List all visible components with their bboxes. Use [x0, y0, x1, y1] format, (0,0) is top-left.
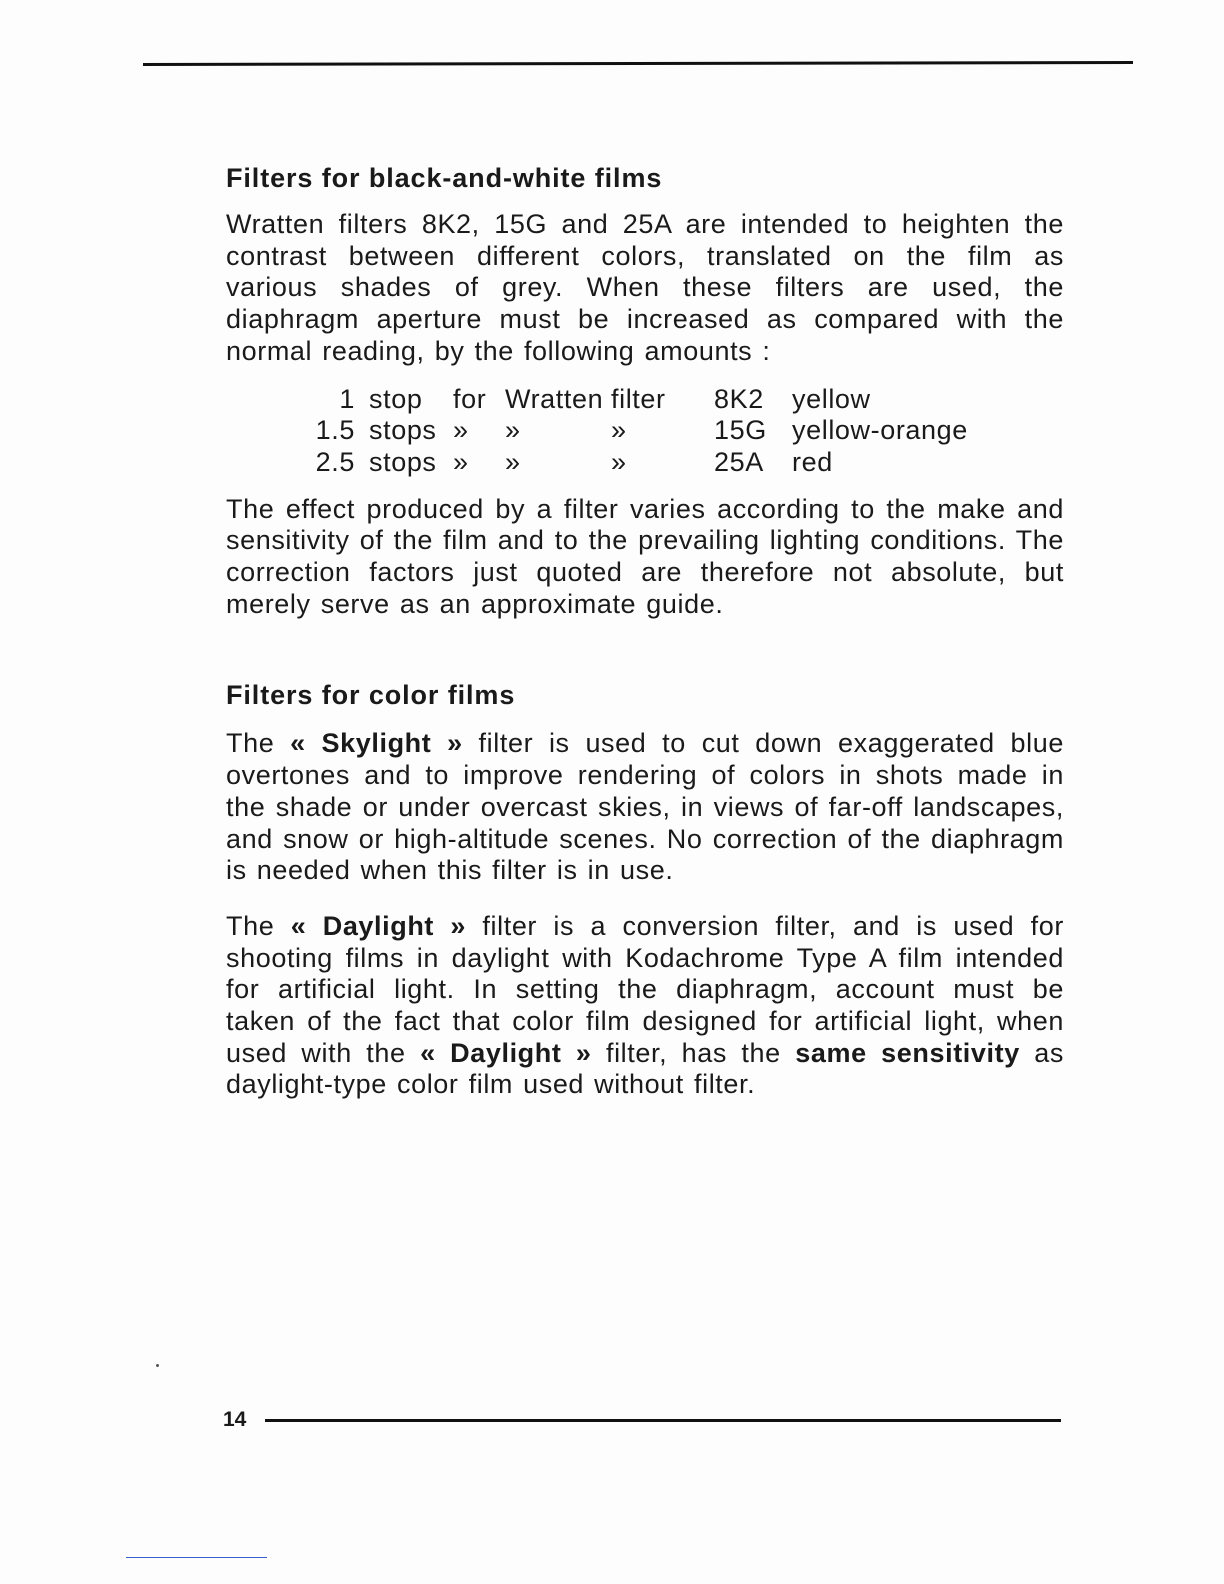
skylight-filter-name: « Skylight » [290, 728, 463, 759]
stops-cell-wratten: Wratten [505, 383, 604, 414]
stops-cell-for: » [453, 415, 469, 446]
skylight-text: filter is used to cut down exaggerated blue overtones and to improve rendering of colors in shots made in the shade or under overcast skies, in views of far-off landscapes, and snow or high-altitude scenes. No correction of the diaphragm is needed when this filter is in use. [226, 728, 1064, 886]
bw-note-paragraph: The effect produced by a filter varies according to the make and sensitivity of the film and to the prevailing lighting conditions. The correction factors just quoted are therefore not absolute, but merely serve as an approximate guide. [226, 493, 1064, 619]
daylight-lead: The [226, 910, 291, 941]
same-sensitivity-emphasis: same sensitivity [795, 1037, 1020, 1068]
heading-bw-filters: Filters for black-and-white films [226, 163, 663, 193]
daylight-paragraph [226, 911, 1064, 1101]
page-content [226, 158, 1064, 1101]
daylight-text-3: as daylight-type color film used without filter. [226, 1037, 1064, 1100]
stops-cell-filter: filter [611, 383, 666, 414]
stops-cell-unit: stops [369, 446, 437, 477]
stops-cell-filter: » [611, 415, 627, 446]
stops-table-row [309, 415, 968, 447]
heading-color-filters: Filters for color films [226, 680, 516, 711]
page-footer [223, 1405, 1061, 1435]
stops-cell-unit: stops [369, 415, 437, 446]
stops-cell-wratten: » [505, 446, 521, 477]
stops-cell-color: yellow-orange [792, 415, 968, 446]
page-number: 14 [223, 1408, 247, 1431]
stray-dot-mark [156, 1364, 159, 1367]
stops-table [309, 384, 968, 479]
skylight-paragraph [226, 728, 1064, 887]
bottom-rule [265, 1419, 1061, 1422]
bw-intro-paragraph: Wratten filters 8K2, 15G and 25A are intended to heighten the contrast between different colors, translated on the film as various shades of grey. When these filters are used, the diaphragm aperture must be increased as compared with the normal reading, by the following amounts : [226, 209, 1064, 366]
daylight-text-1: filter is a conversion filter, and is used for shooting films in daylight with Kodachrome Type A film intended for artificial light. In setting the diaphragm, account must be taken of the fact that color film designed for artificial light, when used with the [226, 910, 1064, 1068]
skylight-lead: The [226, 728, 291, 759]
stops-cell-code: 8K2 [714, 383, 764, 414]
daylight-filter-name: « Daylight » [290, 910, 467, 941]
corner-scan-line [126, 1557, 267, 1558]
daylight-filter-name-2: « Daylight » [420, 1037, 592, 1068]
stops-table-row [309, 447, 968, 479]
stops-cell-amount: 1 [339, 383, 355, 414]
stops-cell-amount: 1.5 [315, 415, 355, 446]
top-rule [143, 61, 1133, 66]
stops-cell-amount: 2.5 [315, 446, 355, 477]
stops-cell-for: for [453, 383, 487, 414]
stops-cell-filter: » [611, 446, 627, 477]
stops-cell-code: 15G [714, 415, 767, 446]
stops-cell-unit: stop [369, 383, 423, 414]
stops-cell-color: yellow [792, 383, 871, 414]
stops-cell-code: 25A [714, 446, 764, 477]
stops-cell-color: red [792, 446, 833, 477]
stops-cell-wratten: » [505, 415, 521, 446]
stops-cell-for: » [453, 446, 469, 477]
stops-table-body [309, 384, 968, 479]
daylight-text-2: filter, has the [591, 1037, 796, 1068]
stops-table-row [309, 384, 968, 416]
